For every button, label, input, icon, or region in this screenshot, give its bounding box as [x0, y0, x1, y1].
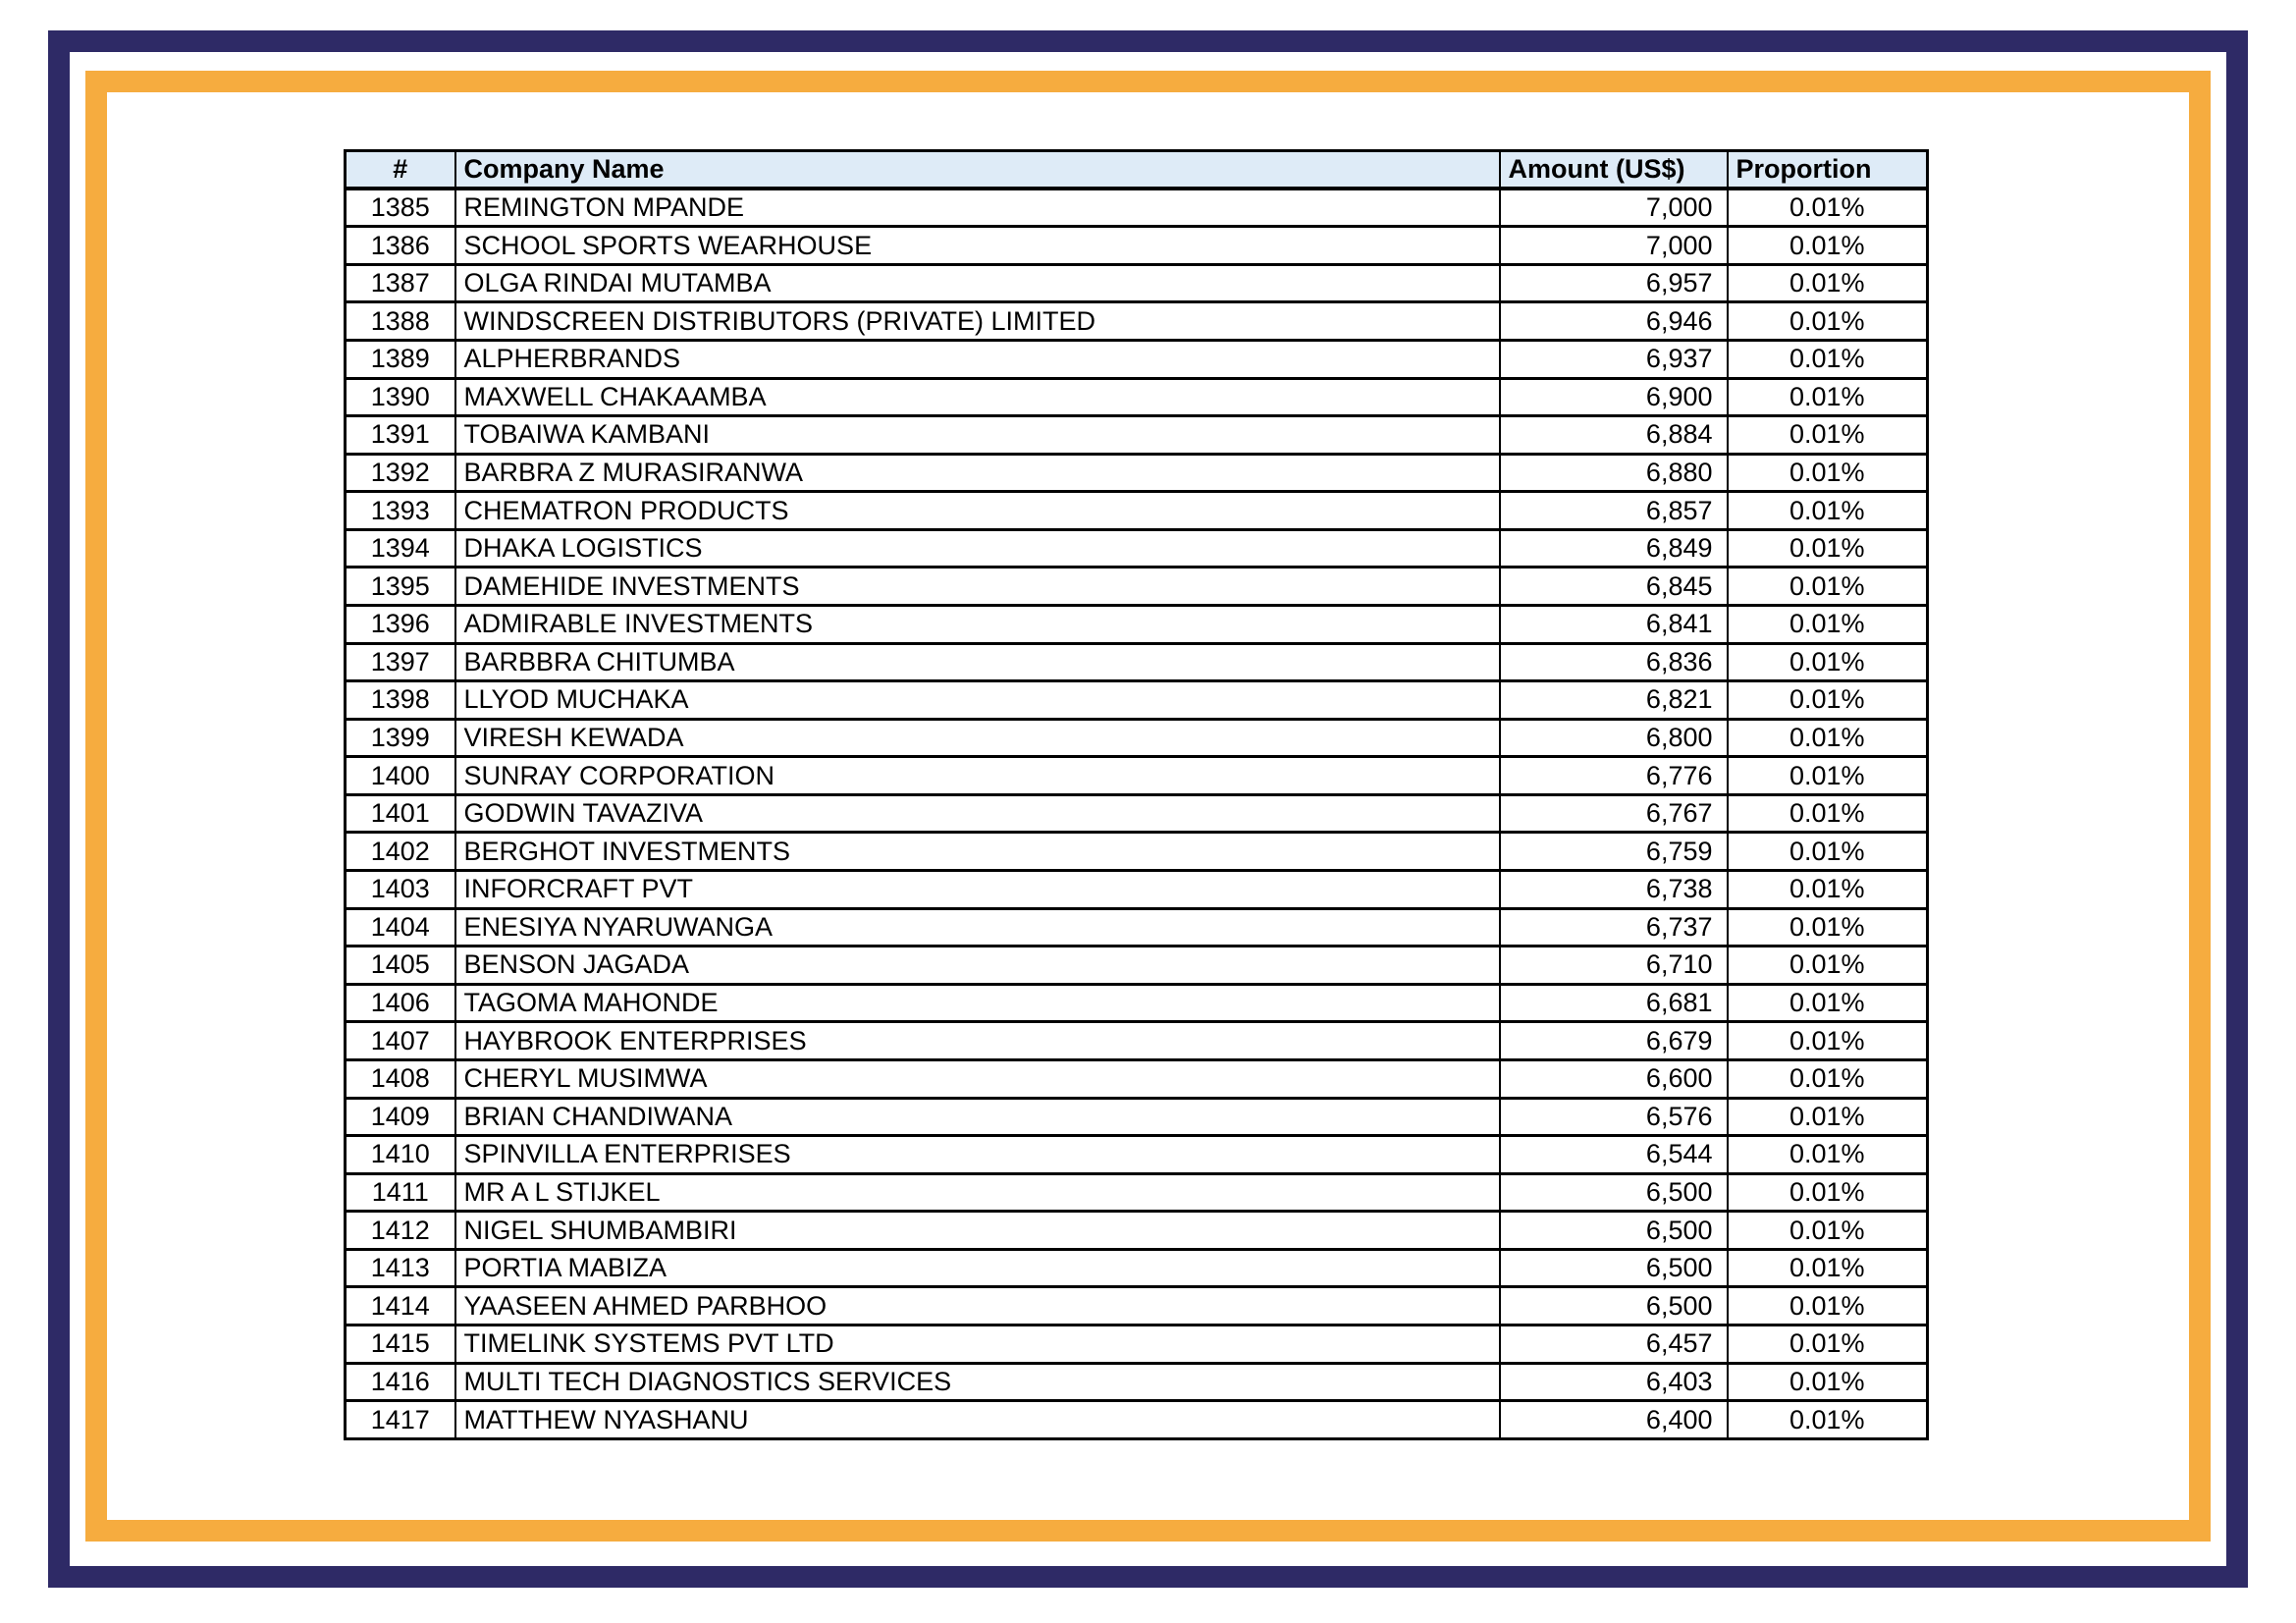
company-name: YAASEEN AHMED PARBHOO: [455, 1287, 1500, 1325]
proportion-value: 0.01%: [1728, 794, 1928, 833]
company-name: WINDSCREEN DISTRIBUTORS (PRIVATE) LIMITED: [455, 302, 1500, 341]
company-name: ALPHERBRANDS: [455, 340, 1500, 378]
amount-value: 6,759: [1500, 833, 1728, 871]
amount-value: 6,403: [1500, 1363, 1728, 1401]
company-name: DAMEHIDE INVESTMENTS: [455, 568, 1500, 606]
proportion-value: 0.01%: [1728, 757, 1928, 795]
amount-value: 6,836: [1500, 643, 1728, 681]
table-row: [346, 643, 1928, 681]
proportion-value: 0.01%: [1728, 264, 1928, 302]
table-row: [346, 1363, 1928, 1401]
table-row: [346, 794, 1928, 833]
amount-value: 6,884: [1500, 416, 1728, 455]
proportion-value: 0.01%: [1728, 643, 1928, 681]
proportion-value: 0.01%: [1728, 1249, 1928, 1287]
table-row: [346, 1022, 1928, 1060]
row-number: 1412: [346, 1212, 455, 1250]
table-row: [346, 378, 1928, 416]
table-row: [346, 340, 1928, 378]
table-row: [346, 681, 1928, 720]
row-number: 1411: [346, 1173, 455, 1212]
company-name: LLYOD MUCHAKA: [455, 681, 1500, 720]
proportion-value: 0.01%: [1728, 302, 1928, 341]
company-name: INFORCRAFT PVT: [455, 871, 1500, 909]
amount-value: 6,845: [1500, 568, 1728, 606]
table-row: [346, 871, 1928, 909]
row-number: 1407: [346, 1022, 455, 1060]
company-name: VIRESH KEWADA: [455, 719, 1500, 757]
row-number: 1387: [346, 264, 455, 302]
table-row: [346, 189, 1928, 227]
amount-value: 6,500: [1500, 1173, 1728, 1212]
amount-value: 6,776: [1500, 757, 1728, 795]
company-name: MULTI TECH DIAGNOSTICS SERVICES: [455, 1363, 1500, 1401]
row-number: 1400: [346, 757, 455, 795]
row-number: 1385: [346, 189, 455, 227]
header-row: [346, 151, 1928, 189]
company-name: ADMIRABLE INVESTMENTS: [455, 606, 1500, 644]
company-name: PORTIA MABIZA: [455, 1249, 1500, 1287]
proportion-value: 0.01%: [1728, 189, 1928, 227]
proportion-value: 0.01%: [1728, 833, 1928, 871]
row-number: 1408: [346, 1059, 455, 1098]
table-row: [346, 492, 1928, 530]
table-row: [346, 1173, 1928, 1212]
amount-value: 7,000: [1500, 227, 1728, 265]
table-row: [346, 264, 1928, 302]
company-name: BARBRA Z MURASIRANWA: [455, 454, 1500, 492]
proportion-value: 0.01%: [1728, 227, 1928, 265]
row-number: 1405: [346, 947, 455, 985]
row-number: 1392: [346, 454, 455, 492]
table-row: [346, 1325, 1928, 1363]
proportion-value: 0.01%: [1728, 492, 1928, 530]
amount-value: 6,600: [1500, 1059, 1728, 1098]
row-number: 1401: [346, 794, 455, 833]
company-name: CHERYL MUSIMWA: [455, 1059, 1500, 1098]
row-number: 1406: [346, 984, 455, 1022]
row-number: 1395: [346, 568, 455, 606]
amount-value: 6,500: [1500, 1249, 1728, 1287]
header-number: #: [346, 151, 455, 189]
row-number: 1386: [346, 227, 455, 265]
amount-value: 6,400: [1500, 1401, 1728, 1439]
table-row: [346, 227, 1928, 265]
company-name: TOBAIWA KAMBANI: [455, 416, 1500, 455]
proportion-value: 0.01%: [1728, 1173, 1928, 1212]
proportion-value: 0.01%: [1728, 871, 1928, 909]
company-name: HAYBROOK ENTERPRISES: [455, 1022, 1500, 1060]
proportion-value: 0.01%: [1728, 1212, 1928, 1250]
table-row: [346, 1401, 1928, 1439]
amount-value: 6,576: [1500, 1098, 1728, 1136]
table-row: [346, 529, 1928, 568]
proportion-value: 0.01%: [1728, 1059, 1928, 1098]
company-name: REMINGTON MPANDE: [455, 189, 1500, 227]
company-name: SPINVILLA ENTERPRISES: [455, 1136, 1500, 1174]
row-number: 1390: [346, 378, 455, 416]
table-row: [346, 719, 1928, 757]
amount-value: 6,841: [1500, 606, 1728, 644]
row-number: 1414: [346, 1287, 455, 1325]
amount-value: 6,849: [1500, 529, 1728, 568]
row-number: 1403: [346, 871, 455, 909]
proportion-value: 0.01%: [1728, 606, 1928, 644]
company-name: MATTHEW NYASHANU: [455, 1401, 1500, 1439]
row-number: 1391: [346, 416, 455, 455]
shareholders-table: [344, 149, 1929, 1440]
proportion-value: 0.01%: [1728, 454, 1928, 492]
amount-value: 6,857: [1500, 492, 1728, 530]
amount-value: 6,500: [1500, 1212, 1728, 1250]
amount-value: 6,767: [1500, 794, 1728, 833]
amount-value: 6,880: [1500, 454, 1728, 492]
proportion-value: 0.01%: [1728, 1363, 1928, 1401]
amount-value: 6,457: [1500, 1325, 1728, 1363]
row-number: 1409: [346, 1098, 455, 1136]
row-number: 1397: [346, 643, 455, 681]
table-row: [346, 757, 1928, 795]
company-name: OLGA RINDAI MUTAMBA: [455, 264, 1500, 302]
table-row: [346, 454, 1928, 492]
row-number: 1398: [346, 681, 455, 720]
table-row: [346, 1249, 1928, 1287]
proportion-value: 0.01%: [1728, 719, 1928, 757]
proportion-value: 0.01%: [1728, 1098, 1928, 1136]
table-row: [346, 416, 1928, 455]
table-row: [346, 568, 1928, 606]
row-number: 1393: [346, 492, 455, 530]
table-row: [346, 984, 1928, 1022]
table-row: [346, 908, 1928, 947]
company-name: BENSON JAGADA: [455, 947, 1500, 985]
header-proportion: Proportion: [1728, 151, 1928, 189]
proportion-value: 0.01%: [1728, 984, 1928, 1022]
row-number: 1404: [346, 908, 455, 947]
table-row: [346, 833, 1928, 871]
table-row: [346, 302, 1928, 341]
amount-value: 6,900: [1500, 378, 1728, 416]
company-name: BRIAN CHANDIWANA: [455, 1098, 1500, 1136]
row-number: 1415: [346, 1325, 455, 1363]
row-number: 1394: [346, 529, 455, 568]
proportion-value: 0.01%: [1728, 568, 1928, 606]
proportion-value: 0.01%: [1728, 378, 1928, 416]
table-row: [346, 1136, 1928, 1174]
row-number: 1417: [346, 1401, 455, 1439]
row-number: 1389: [346, 340, 455, 378]
company-name: BARBBRA CHITUMBA: [455, 643, 1500, 681]
row-number: 1399: [346, 719, 455, 757]
table-row: [346, 606, 1928, 644]
table-body: [346, 189, 1928, 1439]
table-row: [346, 1212, 1928, 1250]
amount-value: 6,821: [1500, 681, 1728, 720]
company-name: SUNRAY CORPORATION: [455, 757, 1500, 795]
row-number: 1402: [346, 833, 455, 871]
table-header: [346, 151, 1928, 189]
company-name: GODWIN TAVAZIVA: [455, 794, 1500, 833]
header-amount: Amount (US$): [1500, 151, 1728, 189]
amount-value: 6,957: [1500, 264, 1728, 302]
company-name: MR A L STIJKEL: [455, 1173, 1500, 1212]
row-number: 1413: [346, 1249, 455, 1287]
amount-value: 6,679: [1500, 1022, 1728, 1060]
proportion-value: 0.01%: [1728, 529, 1928, 568]
proportion-value: 0.01%: [1728, 1022, 1928, 1060]
amount-value: 6,946: [1500, 302, 1728, 341]
proportion-value: 0.01%: [1728, 908, 1928, 947]
table-row: [346, 1059, 1928, 1098]
amount-value: 7,000: [1500, 189, 1728, 227]
company-name: MAXWELL CHAKAAMBA: [455, 378, 1500, 416]
company-name: TAGOMA MAHONDE: [455, 984, 1500, 1022]
proportion-value: 0.01%: [1728, 1136, 1928, 1174]
company-name: DHAKA LOGISTICS: [455, 529, 1500, 568]
header-company-name: Company Name: [455, 151, 1500, 189]
proportion-value: 0.01%: [1728, 416, 1928, 455]
company-name: BERGHOT INVESTMENTS: [455, 833, 1500, 871]
proportion-value: 0.01%: [1728, 340, 1928, 378]
company-name: TIMELINK SYSTEMS PVT LTD: [455, 1325, 1500, 1363]
row-number: 1388: [346, 302, 455, 341]
amount-value: 6,710: [1500, 947, 1728, 985]
company-name: NIGEL SHUMBAMBIRI: [455, 1212, 1500, 1250]
row-number: 1396: [346, 606, 455, 644]
proportion-value: 0.01%: [1728, 947, 1928, 985]
table-row: [346, 1098, 1928, 1136]
row-number: 1416: [346, 1363, 455, 1401]
row-number: 1410: [346, 1136, 455, 1174]
amount-value: 6,681: [1500, 984, 1728, 1022]
amount-value: 6,544: [1500, 1136, 1728, 1174]
table-row: [346, 1287, 1928, 1325]
company-name: SCHOOL SPORTS WEARHOUSE: [455, 227, 1500, 265]
amount-value: 6,800: [1500, 719, 1728, 757]
proportion-value: 0.01%: [1728, 681, 1928, 720]
amount-value: 6,500: [1500, 1287, 1728, 1325]
amount-value: 6,738: [1500, 871, 1728, 909]
proportion-value: 0.01%: [1728, 1325, 1928, 1363]
proportion-value: 0.01%: [1728, 1287, 1928, 1325]
amount-value: 6,737: [1500, 908, 1728, 947]
proportion-value: 0.01%: [1728, 1401, 1928, 1439]
table-row: [346, 947, 1928, 985]
company-name: CHEMATRON PRODUCTS: [455, 492, 1500, 530]
amount-value: 6,937: [1500, 340, 1728, 378]
company-name: ENESIYA NYARUWANGA: [455, 908, 1500, 947]
